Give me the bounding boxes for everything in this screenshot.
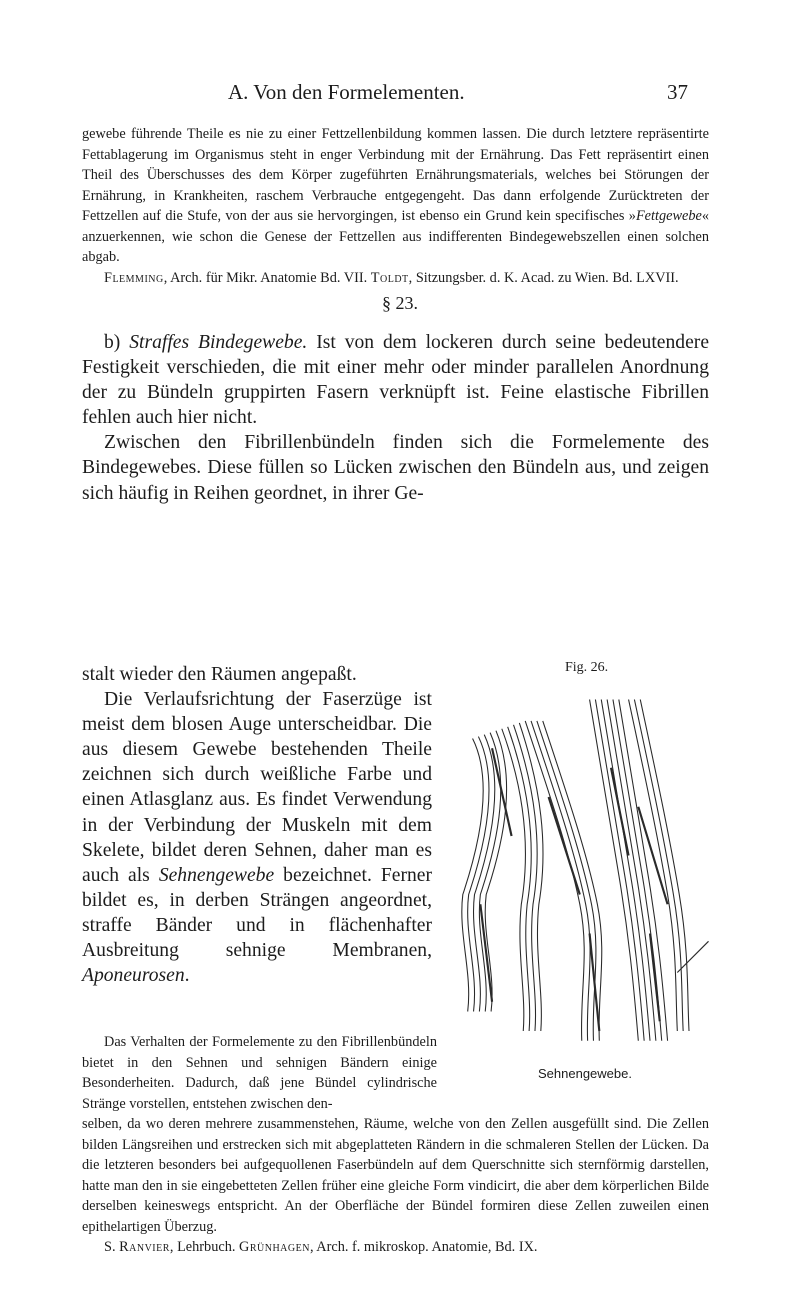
paragraph-text: selben, da wo deren mehrere zusammenstehen, Räume, welche von den Zellen ausgefüllt sind. Die Zellen bilden Längsreihen und erstrecken sich mit abgeplatteten Rändern in die schmaleren Stellen der Lücken. Da die letzteren besonders bei aufgequollenen Faserbündeln auf dem Querschnitte sich sternförmig darstellen, hatte man den in sie eingebetteten Zellen früher eine gleiche Form vindicirt, die aber dem körperlichen Bilde derselben keineswegs entspricht. An der Oberfläche der Bündel formiren diese Zellen zuweilen einen epithelartigen Überzug. [82,1116,709,1235]
ref-author: Flemming [104,269,164,286]
ref-author: Grünhagen [239,1239,310,1255]
figure-label: Fig. 26. [565,660,609,675]
term-sehnengewebe: Sehnengewebe [158,864,275,886]
term-fettgewebe: Fettgewebe [635,208,702,224]
paragraph-text: Zwischen den Fibrillenbündeln finden sich die Formelemente des Bindegewebes. Diese füllen so Lücken zwischen den Bündeln aus, und zeigen sich häufig in Reihen geordnet, in ihrer Ge- [82,432,709,504]
section-heading: § 23. [382,293,418,313]
running-title: A. Von den Formelementen. [228,80,465,104]
wrapped-text-column [82,662,432,988]
running-header [0,80,800,110]
ref-author: Toldt [370,269,409,286]
term-straffes-bindegewebe: Straffes Bindegewebe. [129,332,308,353]
ref-author: Ranvier [119,1239,170,1255]
paragraph-text: Das Verhalten der Formelemente zu den Fibrillenbündeln bietet in den Sehnen und sehnigen Bändern einige Besonderheiten. Dadurch, daß jene Bündel cylindrische Stränge vorstellen, entstehen zwischen den- [82,1034,437,1112]
paragraph-text: gewebe führende Theile es nie zu einer Fettzellenbildung kommen lassen. Die durch letztere repräsentirte Fettablagerung im Organismus steht in enger Verbindung mit der Ernährung. Das Fett repräsentirt einen Theil des Überschusses des dem Körper zugeführten Ernährungsmaterials, welches bei Störungen der Ernährung, in Krankheiten, raschem Verbrauche entgegengeht. Das dann erfolgende Zurücktreten der Fettzellen auf die Stufe, von der aus sie hervorgingen, ist ebenso ein Grund kein specifisches »Fettgewebe« anzuerkennen, wie schon die Genese der Fettzellen aus indifferenten Bindegewebszellen einen solchen abgab. [82,126,709,265]
tendon-tissue-illustration [430,680,715,1070]
paragraph-text: stalt wieder den Räumen angepaßt. [82,664,357,685]
paragraph-text: Die Verlaufsrichtung der Faserzüge ist meist dem blosen Auge unterscheidbar. Die aus diesem Gewebe bestehenden Theile zeichnen sich durch weißliche Farbe und einen Atlasglanz aus. Es findet Verwendung in der Verbindung der Muskeln mit dem Skelete, bildet deren Sehnen, daher man es auch als Sehnengewebe bezeichnet. Ferner bildet es, in derben Strängen angeordnet, straffe Bänder und in flächenhafter Ausbreitung sehnige Membranen, Aponeurosen. [82,689,432,987]
reference-line: S. Ranvier, Lehrbuch. Grünhagen, Arch. f. mikroskop. Anatomie, Bd. IX. [104,1239,538,1255]
figure-caption: Sehnengewebe. [538,1066,632,1081]
dense-tissue-paragraphs [82,330,709,506]
term-aponeurosen: Aponeurosen [82,965,185,987]
paragraph-text: b) Straffes Bindegewebe. Ist von dem lockeren durch seine bedeutendere Festigkeit verschieden, die mit einer mehr oder minder parallelen Anordnung der zu Bündeln gruppirten Fasern verknüpft ist. Feine elastische Fibrillen fehlen auch hier nicht. [82,332,710,429]
small-wrapped-paragraph [82,1032,437,1114]
fat-tissue-paragraph [82,124,709,288]
reference-line: Flemming, Arch. für Mikr. Anatomie Bd. VII. Toldt, Sitzungsber. d. K. Acad. zu Wien. Bd. LXVII. [104,269,679,286]
continuation-paragraph [82,1114,709,1258]
page-number: 37 [667,80,688,104]
